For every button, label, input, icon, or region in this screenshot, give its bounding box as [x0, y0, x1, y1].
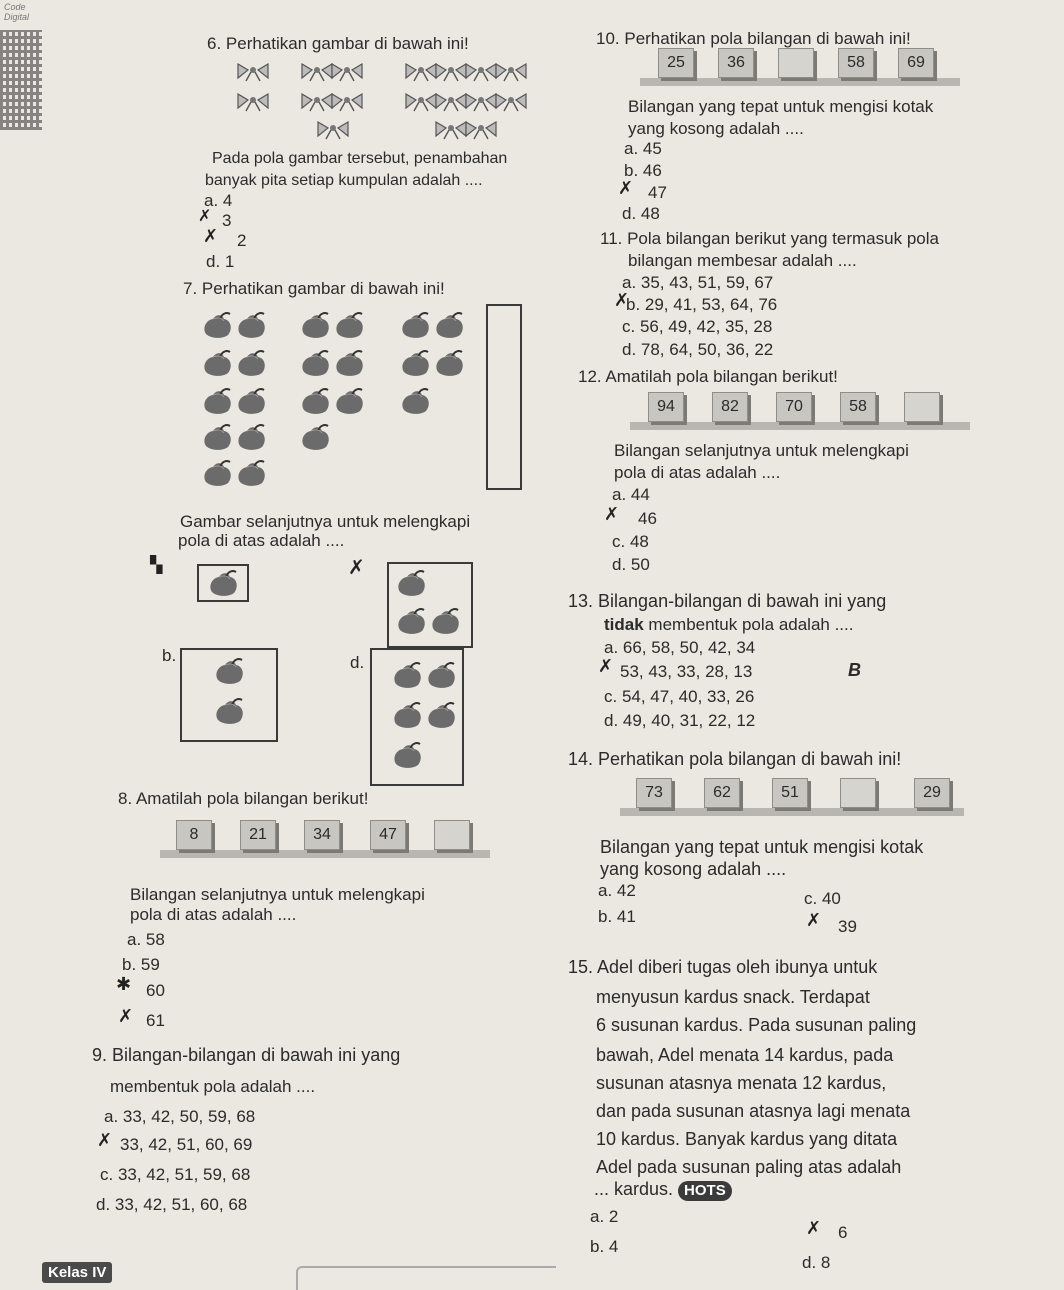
q8-option-d[interactable]: 61 [146, 1011, 165, 1030]
pear-icon [298, 310, 332, 340]
q9-option-a[interactable]: a. 33, 42, 50, 59, 68 [104, 1107, 256, 1126]
q10-question: 10. Perhatikan pola bilangan di bawah ini! [596, 29, 911, 48]
qr-code [0, 30, 42, 130]
q8-option-b[interactable]: b. 59 [122, 955, 160, 974]
pear-icon [390, 700, 424, 730]
pear-icon [234, 386, 268, 416]
q7-label-d: d. [350, 653, 365, 672]
q13-option-c[interactable]: c. 54, 47, 40, 33, 26 [604, 687, 755, 706]
q12-option-d[interactable]: d. 50 [612, 555, 650, 574]
pear-icon [394, 606, 428, 636]
pear-icon [332, 310, 366, 340]
q13-question-2-rest: membentuk pola adalah .... [643, 615, 854, 634]
ribbon-icon [494, 60, 528, 82]
q6-answer-mark: ✗ [198, 208, 212, 225]
q7-question: 7. Perhatikan gambar di bawah ini! [183, 279, 445, 298]
pear-icon [394, 568, 428, 598]
pear-icon [428, 606, 462, 636]
pear-icon [390, 740, 424, 770]
q14-tile: 73 [636, 778, 672, 808]
q9-question-2: membentuk pola adalah .... [110, 1077, 316, 1096]
q12-desc-2: pola di atas adalah .... [614, 463, 781, 482]
q10-tile [778, 48, 814, 78]
q10-tile: 69 [898, 48, 934, 78]
q12-option-c[interactable]: c. 48 [612, 532, 649, 551]
q12-tile: 70 [776, 392, 812, 422]
ribbon-icon [404, 60, 438, 82]
q7-cross-mark: ✗ [348, 557, 365, 579]
q15-line: 6 susunan kardus. Pada susunan paling [596, 1015, 917, 1035]
q15-line: dan pada susunan atasnya lagi menata [596, 1101, 911, 1121]
pear-icon [212, 696, 246, 726]
ribbon-icon [236, 60, 270, 82]
pear-icon [234, 458, 268, 488]
pear-icon [200, 458, 234, 488]
q15-option-a[interactable]: a. 2 [590, 1207, 619, 1226]
pear-icon [332, 386, 366, 416]
q7-desc-1: Gambar selanjutnya untuk melengkapi [180, 512, 471, 531]
q14-option-d[interactable]: 39 [838, 917, 857, 936]
q10-option-c[interactable]: 47 [648, 183, 667, 202]
q8-tile: 21 [240, 820, 276, 850]
q7-empty-box [486, 304, 522, 490]
pear-icon [398, 348, 432, 378]
q10-cross-mark: ✗ [618, 178, 634, 198]
q13-question-2-bold: tidak [604, 615, 644, 634]
pear-icon [298, 348, 332, 378]
q7-scribble-mark: ▚ [150, 557, 163, 574]
q14-shelf [620, 808, 964, 816]
ribbon-icon [434, 118, 468, 140]
pear-icon [298, 422, 332, 452]
ribbon-icon [404, 90, 438, 112]
q15-last-line-text: ... kardus. [594, 1179, 674, 1199]
q6-option-d[interactable]: d. 1 [206, 252, 235, 271]
ribbon-icon [300, 60, 334, 82]
ribbon-icon [300, 90, 334, 112]
q11-option-d[interactable]: d. 78, 64, 50, 36, 22 [622, 340, 774, 359]
pear-icon [200, 348, 234, 378]
ribbon-icon [434, 60, 468, 82]
q12-tile: 94 [648, 392, 684, 422]
kelas-label: Kelas IV [42, 1262, 112, 1283]
corner-code-text: Code [4, 2, 26, 12]
q13-cross-mark: ✗ [598, 656, 614, 676]
pear-icon [234, 310, 268, 340]
q6-desc-1: Pada pola gambar tersebut, penambahan [212, 150, 508, 167]
q10-tile: 36 [718, 48, 754, 78]
pear-icon [212, 656, 246, 686]
pear-icon [206, 568, 240, 598]
q12-option-b[interactable]: 46 [638, 509, 657, 528]
q12-desc-1: Bilangan selanjutnya untuk melengkapi [614, 441, 909, 460]
pear-icon [200, 386, 234, 416]
q14-tile: 29 [914, 778, 950, 808]
pear-icon [432, 348, 466, 378]
q12-question: 12. Amatilah pola bilangan berikut! [578, 367, 838, 386]
q8-option-c[interactable]: 60 [146, 981, 165, 1000]
footer-frame-line [296, 1266, 556, 1290]
q10-desc-2: yang kosong adalah .... [628, 119, 804, 138]
q6-option-b[interactable]: 3 [222, 211, 232, 230]
pear-icon [200, 422, 234, 452]
q13-option-d[interactable]: d. 49, 40, 31, 22, 12 [604, 711, 756, 730]
q8-cross-mark: ✗ [118, 1006, 134, 1026]
q14-option-b[interactable]: b. 41 [598, 907, 636, 926]
ribbon-icon [464, 90, 498, 112]
pear-icon [398, 310, 432, 340]
q6-option-c[interactable]: 2 [237, 231, 247, 250]
pear-icon [234, 422, 268, 452]
corner-digital-text: Digital [4, 12, 30, 22]
pear-icon [432, 310, 466, 340]
q14-option-c[interactable]: c. 40 [804, 889, 841, 908]
q9-question-1: 9. Bilangan-bilangan di bawah ini yang [92, 1045, 401, 1065]
q8-tile: 47 [370, 820, 406, 850]
q10-option-d[interactable]: d. 48 [622, 204, 660, 223]
q11-option-c[interactable]: c. 56, 49, 42, 35, 28 [622, 317, 773, 336]
q8-desc-1: Bilangan selanjutnya untuk melengkapi [130, 885, 425, 904]
q13-option-b[interactable]: 53, 43, 33, 28, 13 [620, 662, 753, 681]
ribbon-icon [464, 118, 498, 140]
ribbon-icon [316, 118, 350, 140]
q10-option-a[interactable]: a. 45 [624, 139, 662, 158]
q15-line: 10 kardus. Banyak kardus yang ditata [596, 1129, 898, 1149]
ribbon-icon [434, 90, 468, 112]
q6-option-a[interactable]: a. 4 [204, 191, 233, 210]
q11-option-a[interactable]: a. 35, 43, 51, 59, 67 [622, 273, 774, 292]
pear-icon [298, 386, 332, 416]
q8-tile: 8 [176, 820, 212, 850]
pear-icon [390, 660, 424, 690]
pear-icon [424, 660, 458, 690]
q11-option-b[interactable]: b. 29, 41, 53, 64, 76 [626, 295, 778, 314]
q15-option-b[interactable]: b. 4 [590, 1237, 619, 1256]
q7-desc-2: pola di atas adalah .... [178, 531, 345, 550]
q11-question-2: bilangan membesar adalah .... [628, 251, 857, 270]
q10-tile: 58 [838, 48, 874, 78]
q13-handwritten-note: B [848, 660, 861, 680]
q9-option-c[interactable]: c. 33, 42, 51, 59, 68 [100, 1165, 251, 1184]
q8-question: 8. Amatilah pola bilangan berikut! [118, 789, 369, 808]
q10-option-b[interactable]: b. 46 [624, 161, 662, 180]
q14-tile: 62 [704, 778, 740, 808]
q14-tile: 51 [772, 778, 808, 808]
q10-shelf [640, 78, 960, 86]
q15-line: Adel pada susunan paling atas adalah [596, 1157, 902, 1177]
q14-desc-1: Bilangan yang tepat untuk mengisi kotak [600, 837, 924, 857]
q12-cross-mark: ✗ [604, 504, 620, 524]
q15-last-line [594, 1178, 732, 1201]
pear-icon [200, 310, 234, 340]
q15-line: bawah, Adel menata 14 kardus, pada [596, 1045, 894, 1065]
q12-option-a[interactable]: a. 44 [612, 485, 650, 504]
q8-option-a[interactable]: a. 58 [127, 930, 165, 949]
q8-shelf [160, 850, 490, 858]
hots-badge: HOTS [678, 1181, 732, 1201]
q15-line: 15. Adel diberi tugas oleh ibunya untuk [568, 957, 878, 977]
q14-desc-2: yang kosong adalah .... [600, 859, 787, 879]
q6-cross-mark: ✗ [203, 226, 219, 246]
q10-tile: 25 [658, 48, 694, 78]
q15-line: menyusun kardus snack. Terdapat [596, 987, 870, 1007]
q14-cross-mark: ✗ [806, 910, 822, 930]
q14-option-a[interactable]: a. 42 [598, 881, 636, 900]
ribbon-icon [330, 90, 364, 112]
q9-option-d[interactable]: d. 33, 42, 51, 60, 68 [96, 1195, 248, 1214]
q6-question: 6. Perhatikan gambar di bawah ini! [207, 34, 469, 53]
q15-option-c[interactable]: 6 [838, 1223, 848, 1242]
q12-shelf [630, 422, 970, 430]
q13-question-1: 13. Bilangan-bilangan di bawah ini yang [568, 591, 887, 611]
ribbon-icon [494, 90, 528, 112]
pear-icon [424, 700, 458, 730]
q8-scribble-mark: ✱ [116, 974, 132, 994]
q15-cross-mark: ✗ [806, 1218, 822, 1238]
q14-question: 14. Perhatikan pola bilangan di bawah ini! [568, 749, 902, 769]
q11-cross-mark: ✗ [614, 290, 630, 310]
q8-desc-2: pola di atas adalah .... [130, 905, 297, 924]
q12-tile: 58 [840, 392, 876, 422]
q9-cross-mark: ✗ [97, 1130, 113, 1150]
q11-question-1: 11. Pola bilangan berikut yang termasuk pola [600, 229, 939, 248]
q14-tile [840, 778, 876, 808]
ribbon-icon [330, 60, 364, 82]
q6-desc-2: banyak pita setiap kumpulan adalah .... [205, 172, 483, 189]
q10-desc-1: Bilangan yang tepat untuk mengisi kotak [628, 97, 934, 116]
q8-tile [434, 820, 470, 850]
q12-tile [904, 392, 940, 422]
q13-option-a[interactable]: a. 66, 58, 50, 42, 34 [604, 638, 756, 657]
q13-question-2 [604, 614, 853, 636]
q7-label-b: b. [162, 646, 177, 665]
pear-icon [234, 348, 268, 378]
pear-icon [398, 386, 432, 416]
ribbon-icon [236, 90, 270, 112]
q15-line: susunan atasnya menata 12 kardus, [596, 1073, 887, 1093]
ribbon-icon [464, 60, 498, 82]
pear-icon [332, 348, 366, 378]
q15-option-d[interactable]: d. 8 [802, 1253, 831, 1272]
q9-option-b[interactable]: 33, 42, 51, 60, 69 [120, 1135, 253, 1154]
q8-tile: 34 [304, 820, 340, 850]
q12-tile: 82 [712, 392, 748, 422]
